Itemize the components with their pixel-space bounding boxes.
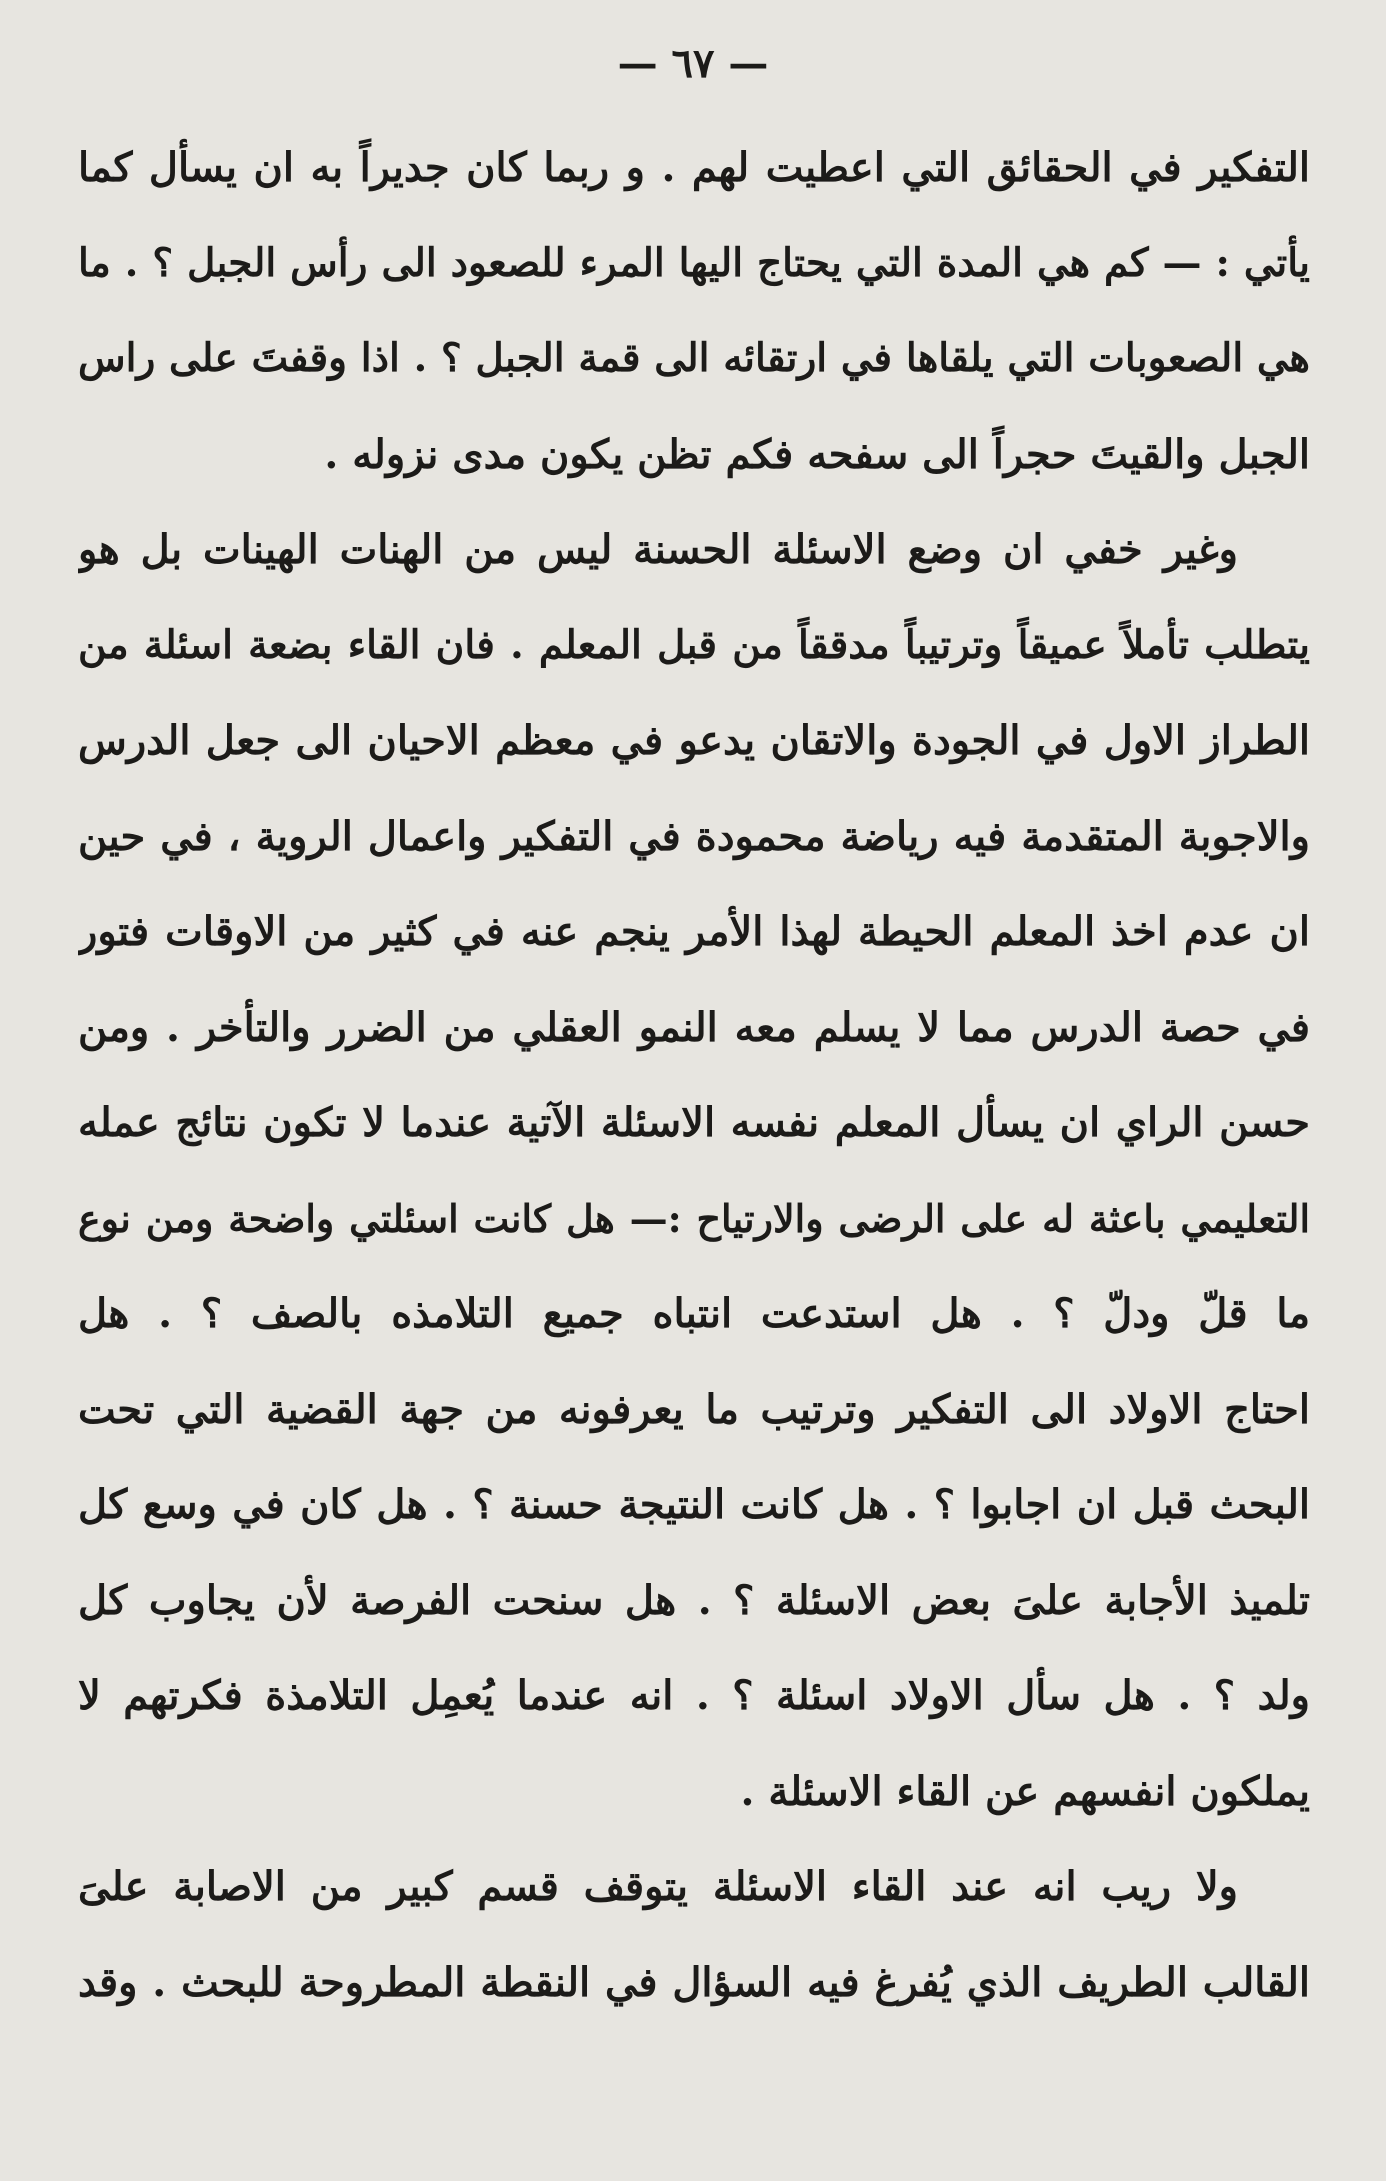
text-line: هي الصعوبات التي يلقاها في ارتقائه الى قمة الجبل ؟ . اذا وقفتَ على راس xyxy=(78,335,1310,381)
text-line: الجبل والقيتَ حجراً الى سفحه فكم تظن يكون مدى نزوله . xyxy=(324,430,1310,478)
paragraph-2 xyxy=(78,502,1310,1839)
text-line: والاجوبة المتقدمة فيه رياضة محمودة في التفكير واعمال الروية ، في حين xyxy=(78,812,1310,860)
text-line: ولد ؟ . هل سأل الاولاد اسئلة ؟ . انه عندما يُعمِل التلامذة فكرتهم لا xyxy=(78,1672,1310,1719)
text-line: التفكير في الحقائق التي اعطيت لهم . و ربما كان جديراً به ان يسأل كما xyxy=(78,144,1310,191)
text-line: يأتي : — كم هي المدة التي يحتاج اليها المرء للصعود الى رأس الجبل ؟ . ما xyxy=(78,239,1310,286)
paragraph-1 xyxy=(78,120,1310,502)
text-line: حسن الراي ان يسأل المعلم نفسه الاسئلة الآتية عندما لا تكون نتائج عمله xyxy=(78,1099,1310,1146)
text-line: البحث قبل ان اجابوا ؟ . هل كانت النتيجة حسنة ؟ . هل كان في وسع كل xyxy=(78,1481,1310,1528)
text-line: تلميذ الأجابة علىَ بعض الاسئلة ؟ . هل سنحت الفرصة لأن يجاوب كل xyxy=(78,1576,1310,1624)
text-line: يملكون انفسهم عن القاء الاسئلة . xyxy=(740,1767,1310,1815)
text-line: احتاج الاولاد الى التفكير وترتيب ما يعرفونه من جهة القضية التي تحت xyxy=(78,1385,1310,1433)
text-line: ولا ريب انه عند القاء الاسئلة يتوقف قسم كبير من الاصابة علىَ xyxy=(78,1863,1238,1910)
text-line: ان عدم اخذ المعلم الحيطة لهذا الأمر ينجم عنه في كثير من الاوقات فتور xyxy=(78,908,1310,955)
text-line: التعليمي باعثة له على الرضى والارتياح :— هل كانت اسئلتي واضحة ومن نوع xyxy=(78,1195,1310,1241)
page-number: — ٦٧ — xyxy=(617,40,769,87)
text-line: الطراز الاول في الجودة والاتقان يدعو في معظم الاحيان الى جعل الدرس xyxy=(78,717,1310,764)
text-line: ما قلّ ودلّ ؟ . هل استدعت انتباه جميع التلامذه بالصف ؟ . هل xyxy=(78,1290,1310,1337)
body-text xyxy=(78,120,1310,2030)
text-line: القالب الطريف الذي يُفرغ فيه السؤال في النقطة المطروحة للبحث . وقد xyxy=(78,1958,1310,2006)
text-line: يتطلب تأملاً عميقاً وترتيباً مدققاً من قبل المعلم . فان القاء بضعة اسئلة من xyxy=(78,621,1310,668)
paragraph-3 xyxy=(78,1839,1310,2030)
text-line: في حصة الدرس مما لا يسلم معه النمو العقلي من الضرر والتأخر . ومن xyxy=(78,1003,1310,1051)
text-line: وغير خفي ان وضع الاسئلة الحسنة ليس من الهنات الهينات بل هو xyxy=(78,526,1239,573)
